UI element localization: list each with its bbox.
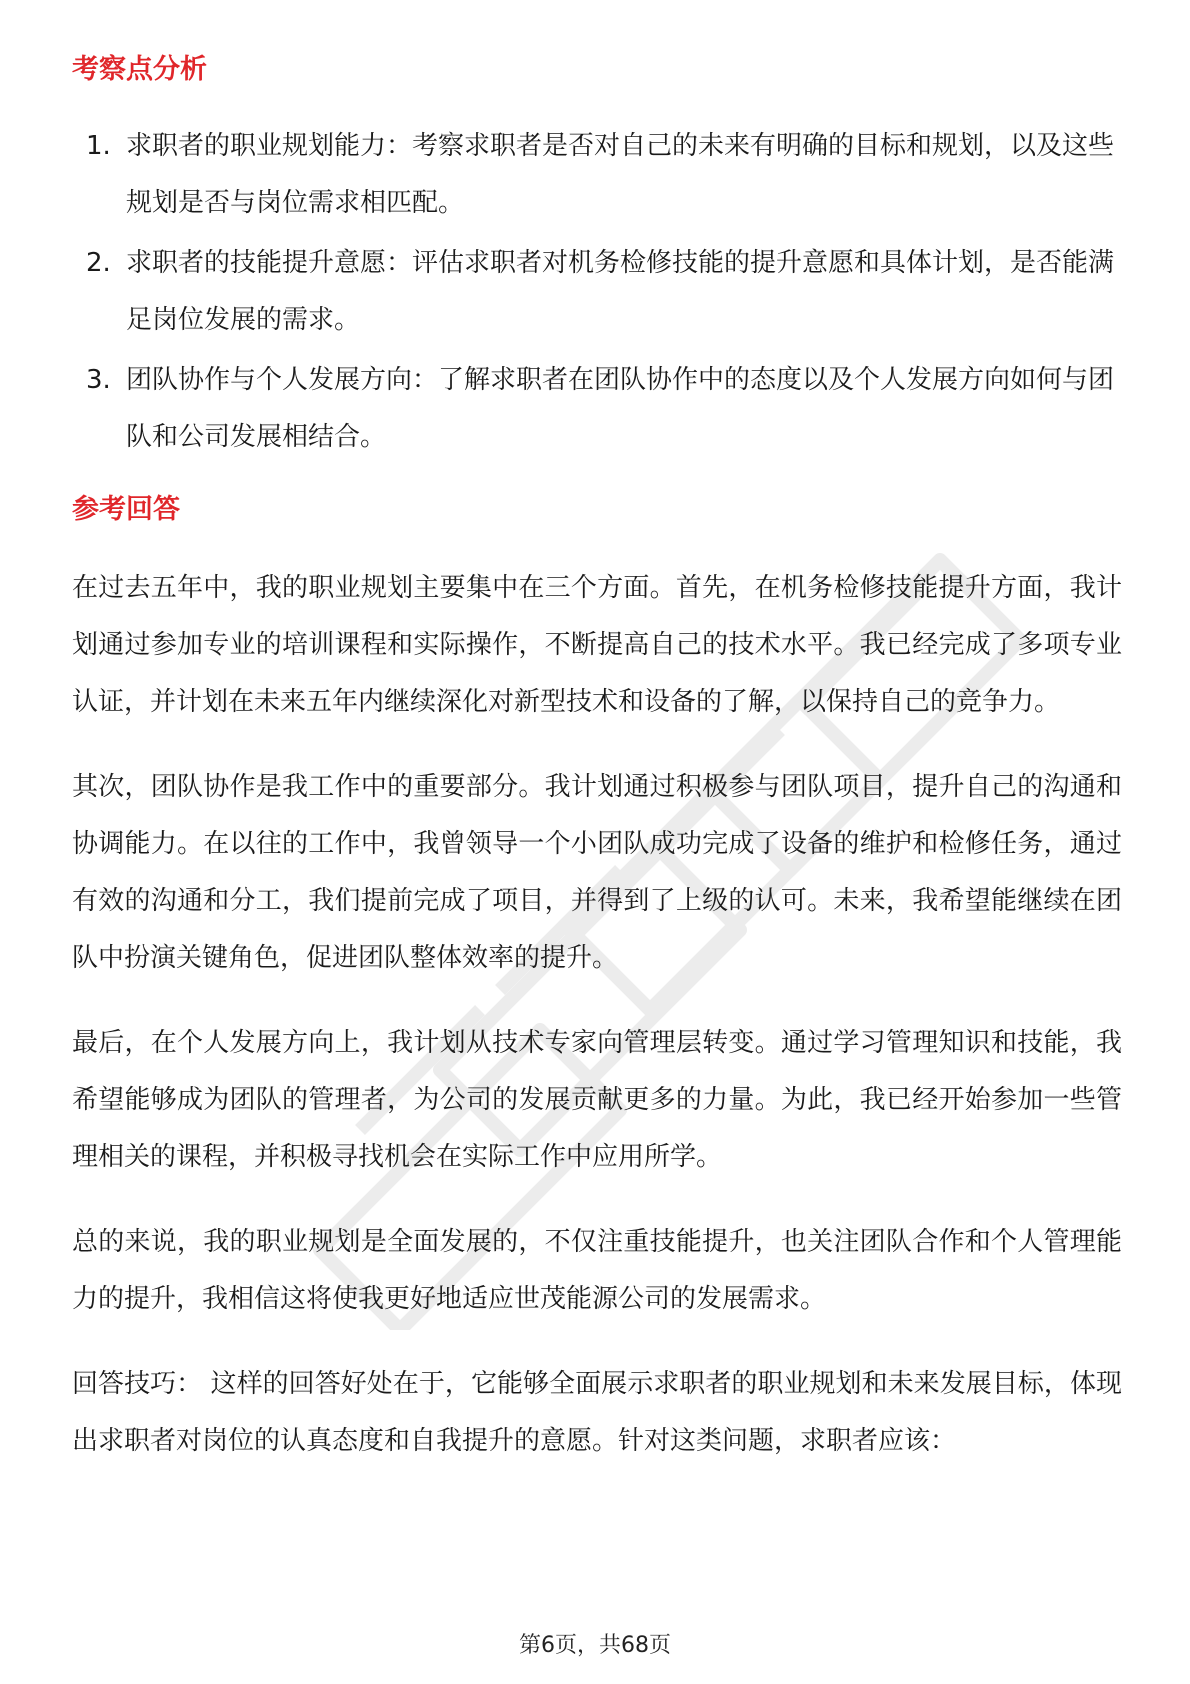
answer-paragraph: 其次，团队协作是我工作中的重要部分。我计划通过积极参与团队项目，提升自己的沟通和协调能力。在以往的工作中，我曾领导一个小团队成功完成了设备的维护和检修任务，通过有效的沟通和分工，我们提前完成了项目，并得到了上级的认可。未来，我希望能继续在团队中扮演关键角色，促进团队整体效率的提升。 [72, 772, 1122, 973]
answer-paragraph: 最后，在个人发展方向上，我计划从技术专家向管理层转变。通过学习管理知识和技能，我希望能够成为团队的管理者，为公司的发展贡献更多的力量。为此，我已经开始参加一些管理相关的课程，并积极寻找机会在实际工作中应用所学。 [72, 1028, 1122, 1172]
answer-heading: 参考回答 [72, 494, 180, 525]
list-item [72, 118, 1122, 232]
list-item-number: 2. [86, 248, 111, 278]
list-item-number: 3. [86, 365, 111, 395]
list-item [72, 352, 1122, 466]
answer-paragraph: 总的来说，我的职业规划是全面发展的，不仅注重技能提升，也关注团队合作和个人管理能力的提升，我相信这将使我更好地适应世茂能源公司的发展需求。 [72, 1227, 1122, 1314]
analysis-list [72, 118, 1122, 469]
list-item-text: 求职者的技能提升意愿：评估求职者对机务检修技能的提升意愿和具体计划，是否能满足岗位发展的需求。 [126, 248, 1115, 335]
answer-paragraph: 在过去五年中，我的职业规划主要集中在三个方面。首先，在机务检修技能提升方面，我计划通过参加专业的培训课程和实际操作，不断提高自己的技术水平。我已经完成了多项专业认证，并计划在未来五年内继续深化对新型技术和设备的了解，以保持自己的竞争力。 [72, 573, 1122, 717]
answer-tip-paragraph: 回答技巧： 这样的回答好处在于，它能够全面展示求职者的职业规划和未来发展目标，体现出求职者对岗位的认真态度和自我提升的意愿。针对这类问题，求职者应该： [72, 1369, 1122, 1456]
list-item-number: 1. [86, 131, 111, 161]
list-item [72, 235, 1122, 349]
list-item-text: 团队协作与个人发展方向：了解求职者在团队协作中的态度以及个人发展方向如何与团队和公司发展相结合。 [126, 365, 1115, 452]
answer-body [72, 560, 1122, 1498]
page-number: 第6页，共68页 [519, 1633, 671, 1658]
analysis-heading: 考察点分析 [72, 54, 207, 85]
list-item-text: 求职者的职业规划能力：考察求职者是否对自己的未来有明确的目标和规划，以及这些规划是否与岗位需求相匹配。 [126, 131, 1115, 218]
